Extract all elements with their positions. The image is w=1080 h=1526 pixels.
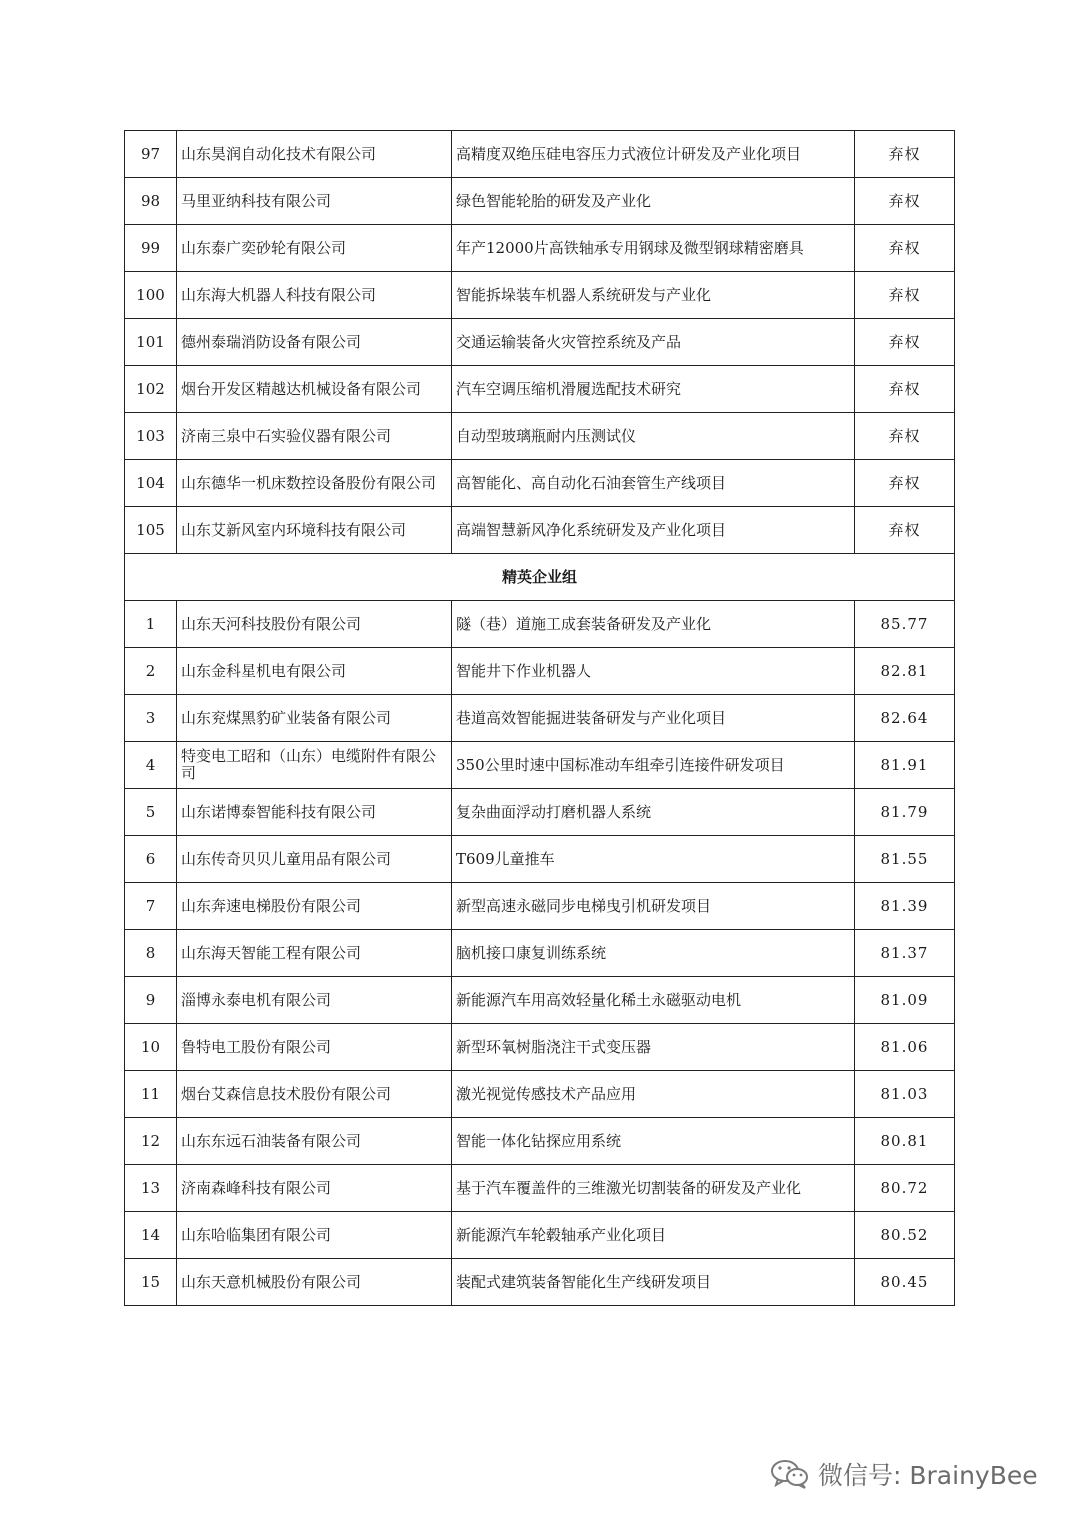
score-value: 81.39 bbox=[855, 883, 955, 930]
row-number: 7 bbox=[125, 883, 177, 930]
company-name: 淄博永泰电机有限公司 bbox=[177, 977, 452, 1024]
table-row bbox=[125, 507, 955, 554]
row-number: 100 bbox=[125, 272, 177, 319]
project-name: 高端智慧新风净化系统研发及产业化项目 bbox=[452, 507, 855, 554]
row-number: 104 bbox=[125, 460, 177, 507]
company-name: 山东泰广奕砂轮有限公司 bbox=[177, 225, 452, 272]
project-name: 脑机接口康复训练系统 bbox=[452, 930, 855, 977]
row-number: 4 bbox=[125, 742, 177, 789]
project-name: 智能一体化钻探应用系统 bbox=[452, 1118, 855, 1165]
row-number: 13 bbox=[125, 1165, 177, 1212]
row-number: 1 bbox=[125, 601, 177, 648]
row-number: 9 bbox=[125, 977, 177, 1024]
score-value: 81.06 bbox=[855, 1024, 955, 1071]
company-name: 鲁特电工股份有限公司 bbox=[177, 1024, 452, 1071]
project-name: 绿色智能轮胎的研发及产业化 bbox=[452, 178, 855, 225]
table-row bbox=[125, 742, 955, 789]
company-name: 山东哈临集团有限公司 bbox=[177, 1212, 452, 1259]
company-name: 济南三泉中石实验仪器有限公司 bbox=[177, 413, 452, 460]
project-name: 年产12000片高铁轴承专用钢球及微型钢球精密磨具 bbox=[452, 225, 855, 272]
score-value: 82.81 bbox=[855, 648, 955, 695]
section-title: 精英企业组 bbox=[125, 554, 955, 601]
project-name: 隧（巷）道施工成套装备研发及产业化 bbox=[452, 601, 855, 648]
row-number: 10 bbox=[125, 1024, 177, 1071]
result-value: 弃权 bbox=[855, 272, 955, 319]
row-number: 14 bbox=[125, 1212, 177, 1259]
section-row bbox=[125, 554, 955, 601]
result-value: 弃权 bbox=[855, 413, 955, 460]
project-name: 智能井下作业机器人 bbox=[452, 648, 855, 695]
score-value: 81.91 bbox=[855, 742, 955, 789]
project-name: 新能源汽车用高效轻量化稀土永磁驱动电机 bbox=[452, 977, 855, 1024]
table-row bbox=[125, 789, 955, 836]
company-name: 德州泰瑞消防设备有限公司 bbox=[177, 319, 452, 366]
result-value: 弃权 bbox=[855, 319, 955, 366]
project-name: 新型环氧树脂浇注干式变压器 bbox=[452, 1024, 855, 1071]
company-name: 山东天意机械股份有限公司 bbox=[177, 1259, 452, 1306]
project-name: 交通运输装备火灾管控系统及产品 bbox=[452, 319, 855, 366]
company-name: 马里亚纳科技有限公司 bbox=[177, 178, 452, 225]
project-name: 350公里时速中国标准动车组牵引连接件研发项目 bbox=[452, 742, 855, 789]
table-row bbox=[125, 977, 955, 1024]
project-name: 复杂曲面浮动打磨机器人系统 bbox=[452, 789, 855, 836]
company-name: 山东金科星机电有限公司 bbox=[177, 648, 452, 695]
row-number: 12 bbox=[125, 1118, 177, 1165]
row-number: 5 bbox=[125, 789, 177, 836]
company-name: 山东东远石油装备有限公司 bbox=[177, 1118, 452, 1165]
row-number: 6 bbox=[125, 836, 177, 883]
score-value: 80.45 bbox=[855, 1259, 955, 1306]
table-row bbox=[125, 272, 955, 319]
score-value: 81.37 bbox=[855, 930, 955, 977]
result-value: 弃权 bbox=[855, 507, 955, 554]
score-value: 80.72 bbox=[855, 1165, 955, 1212]
company-name: 山东昊润自动化技术有限公司 bbox=[177, 131, 452, 178]
project-name: 新型高速永磁同步电梯曳引机研发项目 bbox=[452, 883, 855, 930]
score-value: 81.03 bbox=[855, 1071, 955, 1118]
project-name: 新能源汽车轮毂轴承产业化项目 bbox=[452, 1212, 855, 1259]
company-name: 济南森峰科技有限公司 bbox=[177, 1165, 452, 1212]
score-value: 80.81 bbox=[855, 1118, 955, 1165]
result-value: 弃权 bbox=[855, 460, 955, 507]
project-name: 巷道高效智能掘进装备研发与产业化项目 bbox=[452, 695, 855, 742]
table-row bbox=[125, 225, 955, 272]
table-row bbox=[125, 460, 955, 507]
result-value: 弃权 bbox=[855, 178, 955, 225]
table-row bbox=[125, 1118, 955, 1165]
score-value: 80.52 bbox=[855, 1212, 955, 1259]
project-name: T609儿童推车 bbox=[452, 836, 855, 883]
company-name: 山东海大机器人科技有限公司 bbox=[177, 272, 452, 319]
score-value: 81.55 bbox=[855, 836, 955, 883]
score-value: 81.79 bbox=[855, 789, 955, 836]
results-table bbox=[124, 130, 955, 1306]
watermark-text: 微信号: BrainyBee bbox=[818, 1461, 1038, 1490]
company-name: 山东奔速电梯股份有限公司 bbox=[177, 883, 452, 930]
project-name: 高精度双绝压硅电容压力式液位计研发及产业化项目 bbox=[452, 131, 855, 178]
table-row bbox=[125, 1024, 955, 1071]
table-row bbox=[125, 648, 955, 695]
row-number: 99 bbox=[125, 225, 177, 272]
wechat-watermark bbox=[770, 1456, 1038, 1492]
table-row bbox=[125, 930, 955, 977]
score-value: 81.09 bbox=[855, 977, 955, 1024]
result-value: 弃权 bbox=[855, 366, 955, 413]
project-name: 自动型玻璃瓶耐内压测试仪 bbox=[452, 413, 855, 460]
table-row bbox=[125, 695, 955, 742]
table-row bbox=[125, 1071, 955, 1118]
company-name: 山东天河科技股份有限公司 bbox=[177, 601, 452, 648]
score-value: 85.77 bbox=[855, 601, 955, 648]
project-name: 激光视觉传感技术产品应用 bbox=[452, 1071, 855, 1118]
row-number: 8 bbox=[125, 930, 177, 977]
table-row bbox=[125, 178, 955, 225]
score-value: 82.64 bbox=[855, 695, 955, 742]
row-number: 105 bbox=[125, 507, 177, 554]
company-name: 山东诺博泰智能科技有限公司 bbox=[177, 789, 452, 836]
company-name: 山东德华一机床数控设备股份有限公司 bbox=[177, 460, 452, 507]
result-value: 弃权 bbox=[855, 131, 955, 178]
table-row bbox=[125, 1165, 955, 1212]
company-name: 烟台开发区精越达机械设备有限公司 bbox=[177, 366, 452, 413]
row-number: 101 bbox=[125, 319, 177, 366]
table-row bbox=[125, 131, 955, 178]
company-name: 山东传奇贝贝儿童用品有限公司 bbox=[177, 836, 452, 883]
row-number: 3 bbox=[125, 695, 177, 742]
table-row bbox=[125, 883, 955, 930]
row-number: 11 bbox=[125, 1071, 177, 1118]
row-number: 102 bbox=[125, 366, 177, 413]
company-name: 山东海天智能工程有限公司 bbox=[177, 930, 452, 977]
table-row bbox=[125, 601, 955, 648]
table-row bbox=[125, 413, 955, 460]
table-row bbox=[125, 1259, 955, 1306]
wechat-icon bbox=[770, 1458, 810, 1490]
project-name: 智能拆垛装车机器人系统研发与产业化 bbox=[452, 272, 855, 319]
company-name: 山东兖煤黑豹矿业装备有限公司 bbox=[177, 695, 452, 742]
table-row bbox=[125, 319, 955, 366]
project-name: 汽车空调压缩机滑履选配技术研究 bbox=[452, 366, 855, 413]
company-name: 山东艾新风室内环境科技有限公司 bbox=[177, 507, 452, 554]
row-number: 97 bbox=[125, 131, 177, 178]
table-row bbox=[125, 836, 955, 883]
table-row bbox=[125, 366, 955, 413]
results-table-body bbox=[125, 131, 955, 1306]
project-name: 基于汽车覆盖件的三维激光切割装备的研发及产业化 bbox=[452, 1165, 855, 1212]
row-number: 103 bbox=[125, 413, 177, 460]
row-number: 2 bbox=[125, 648, 177, 695]
row-number: 15 bbox=[125, 1259, 177, 1306]
result-value: 弃权 bbox=[855, 225, 955, 272]
company-name: 特变电工昭和（山东）电缆附件有限公司 bbox=[177, 742, 452, 789]
row-number: 98 bbox=[125, 178, 177, 225]
project-name: 高智能化、高自动化石油套管生产线项目 bbox=[452, 460, 855, 507]
table-row bbox=[125, 1212, 955, 1259]
project-name: 装配式建筑装备智能化生产线研发项目 bbox=[452, 1259, 855, 1306]
company-name: 烟台艾森信息技术股份有限公司 bbox=[177, 1071, 452, 1118]
